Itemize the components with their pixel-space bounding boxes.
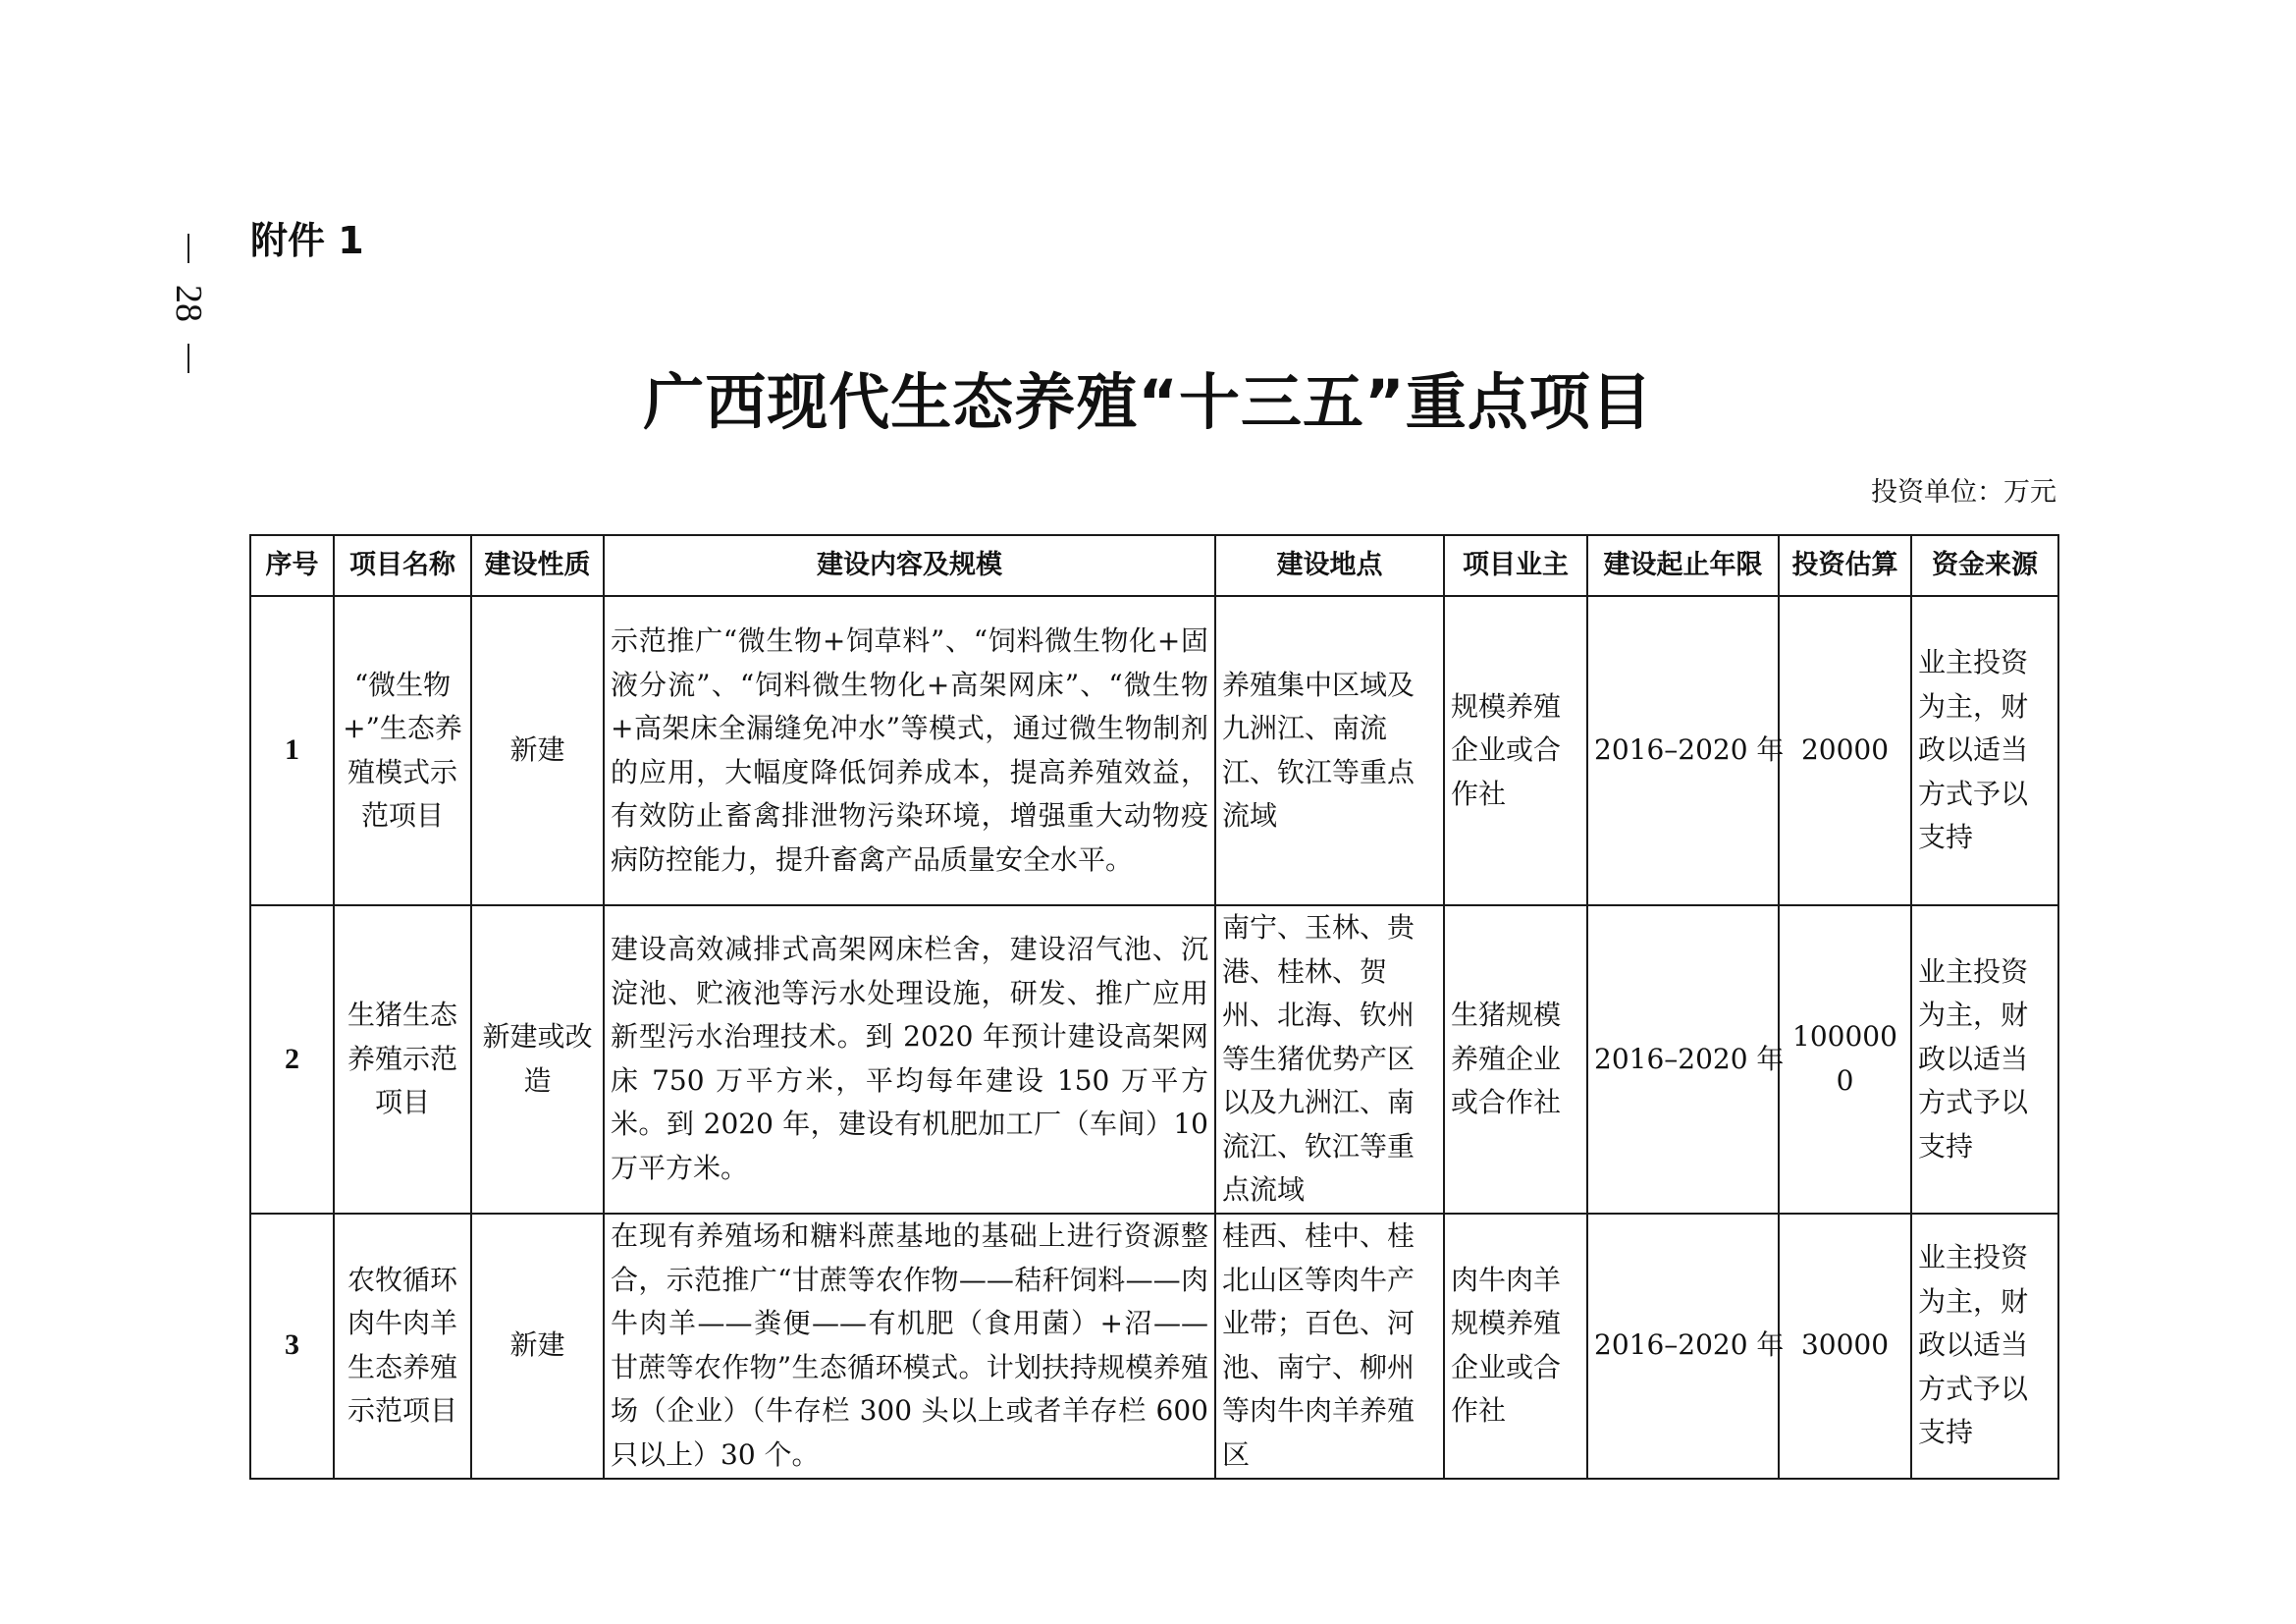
header-period: 建设起止年限	[1587, 535, 1779, 596]
row-funding-source: 业主投资为主，财政以适当方式予以支持	[1911, 596, 2058, 905]
row-budget: 30000	[1779, 1214, 1911, 1479]
row-content-scale: 建设高效减排式高架网床栏舍，建设沼气池、沉淀池、贮液池等污水处理设施，研发、推广应用新型污水治理技术。到 2020 年预计建设高架网床 750 万平方米，平均每年建设 150 万平方米。到 2020 年，建设有机肥加工厂（车间）10 万平方米。	[604, 905, 1215, 1214]
row-owner: 肉牛肉羊规模养殖企业或合作社	[1444, 1214, 1587, 1479]
attachment-label: 附件 1	[250, 219, 364, 262]
header-owner: 项目业主	[1444, 535, 1587, 596]
table-row	[250, 596, 2058, 905]
table-row	[250, 1214, 2058, 1479]
row-location: 桂西、桂中、桂北山区等肉牛产业带；百色、河池、南宁、柳州等肉牛肉羊养殖区	[1215, 1214, 1444, 1479]
table-header-row	[250, 535, 2058, 596]
row-funding-source: 业主投资为主，财政以适当方式予以支持	[1911, 905, 2058, 1214]
row-budget: 20000	[1779, 596, 1911, 905]
investment-unit-note: 投资单位：万元	[1871, 477, 2056, 508]
table-row	[250, 905, 2058, 1214]
row-index: 2	[250, 905, 334, 1214]
row-owner: 生猪规模养殖企业或合作社	[1444, 905, 1587, 1214]
row-index: 3	[250, 1214, 334, 1479]
header-index: 序号	[250, 535, 334, 596]
projects-table	[249, 534, 2059, 1480]
row-index: 1	[250, 596, 334, 905]
row-project-name: “微生物+”生态养殖模式示范项目	[334, 596, 471, 905]
row-budget: 1000000	[1779, 905, 1911, 1214]
row-period: 2016–2020 年	[1587, 596, 1779, 905]
page-title: 广西现代生态养殖“十三五”重点项目	[643, 366, 1653, 438]
header-content-scale: 建设内容及规模	[604, 535, 1215, 596]
header-funding-source: 资金来源	[1911, 535, 2058, 596]
row-content-scale: 在现有养殖场和糖料蔗基地的基础上进行资源整合，示范推广“甘蔗等农作物——秸秆饲料——肉牛肉羊——粪便——有机肥（食用菌）+沼——甘蔗等农作物”生态循环模式。计划扶持规模养殖场（企业）（牛存栏 300 头以上或者羊存栏 600 只以上）30 个。	[604, 1214, 1215, 1479]
row-location: 养殖集中区域及九洲江、南流江、钦江等重点流域	[1215, 596, 1444, 905]
row-owner: 规模养殖企业或合作社	[1444, 596, 1587, 905]
page-number-text: 28	[168, 285, 209, 322]
row-construction-nature: 新建	[471, 1214, 604, 1479]
header-project-name: 项目名称	[334, 535, 471, 596]
row-construction-nature: 新建	[471, 596, 604, 905]
row-content-scale: 示范推广“微生物+饲草料”、“饲料微生物化+固液分流”、“饲料微生物化+高架网床”、“微生物+高架床全漏缝免冲水”等模式，通过微生物制剂的应用，大幅度降低饲养成本，提高养殖效益，有效防止畜禽排泄物污染环境，增强重大动物疫病防控能力，提升畜禽产品质量安全水平。	[604, 596, 1215, 905]
row-project-name: 生猪生态养殖示范项目	[334, 905, 471, 1214]
header-location: 建设地点	[1215, 535, 1444, 596]
row-project-name: 农牧循环肉牛肉羊生态养殖示范项目	[334, 1214, 471, 1479]
header-construction-nature: 建设性质	[471, 535, 604, 596]
row-location: 南宁、玉林、贵港、桂林、贺州、北海、钦州等生猪优势产区以及九洲江、南流江、钦江等重点流域	[1215, 905, 1444, 1214]
header-budget: 投资估算	[1779, 535, 1911, 596]
page-number-rule-top	[187, 234, 189, 263]
row-funding-source: 业主投资为主，财政以适当方式予以支持	[1911, 1214, 2058, 1479]
row-construction-nature: 新建或改造	[471, 905, 604, 1214]
row-period: 2016–2020 年	[1587, 1214, 1779, 1479]
row-period: 2016–2020 年	[1587, 905, 1779, 1214]
